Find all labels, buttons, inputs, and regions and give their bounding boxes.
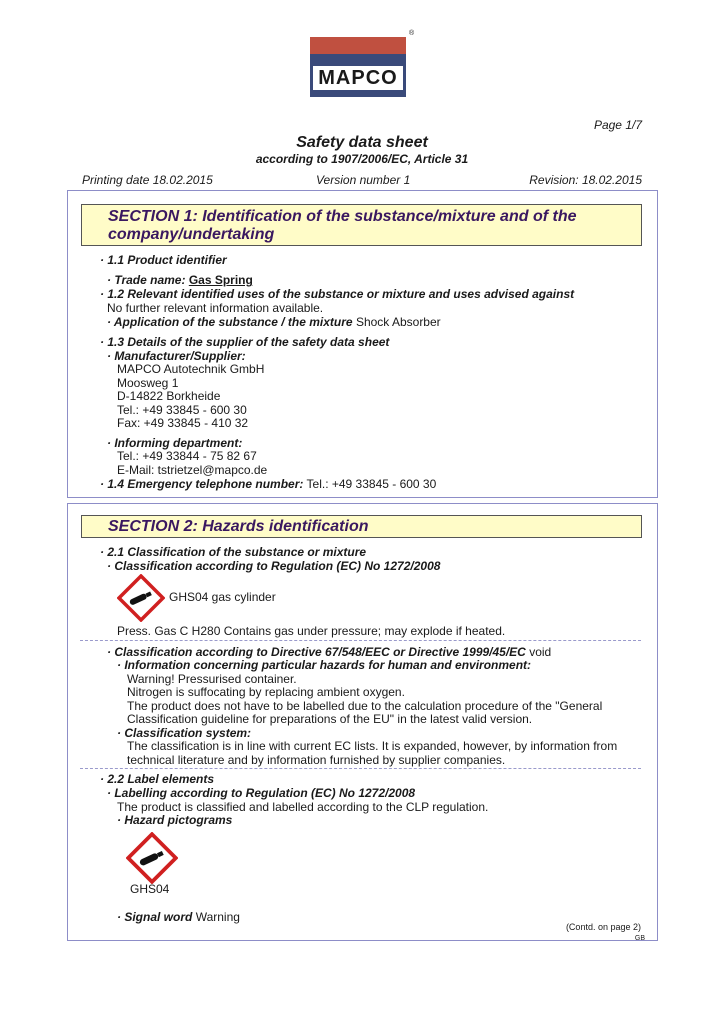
informing-email: E-Mail: tstrietzel@mapco.de xyxy=(117,463,268,477)
hazard-pictograms-label: · Hazard pictograms xyxy=(117,813,233,827)
logo-body xyxy=(310,54,406,97)
ghs04-code: GHS04 xyxy=(130,882,170,896)
address-street: Moosweg 1 xyxy=(117,376,179,390)
doc-subtitle: according to 1907/2006/EC, Article 31 xyxy=(255,152,469,166)
doc-title: Safety data sheet xyxy=(296,134,428,151)
version-number: Version number 1 xyxy=(316,173,411,187)
label-elements-heading: · 2.2 Label elements xyxy=(100,772,215,786)
informing-tel: Tel.: +49 33844 - 75 82 67 xyxy=(117,449,257,463)
ghs04-caption: GHS04 gas cylinder xyxy=(169,590,276,604)
registered-mark: ® xyxy=(409,30,415,37)
info-line-3: The product does not have to be labelled due to the calculation procedure of the "General xyxy=(127,699,603,713)
directive-value: void xyxy=(529,645,552,659)
info-line-4: Classification guideline for preparations of the EU" in the latest valid version. xyxy=(127,712,533,726)
trade-name-label: · Trade name: xyxy=(107,273,186,287)
gas-cylinder-icon xyxy=(117,574,165,622)
section-2-title: SECTION 2: Hazards identification xyxy=(108,518,369,535)
system-line-2: technical literature and by information furnished by supplier companies. xyxy=(127,753,506,767)
revision-date: Revision: 18.02.2015 xyxy=(529,173,642,187)
application-label: · Application of the substance / the mixture xyxy=(107,315,353,329)
trade-name-row xyxy=(107,273,253,287)
section-1-title-line2: company/undertaking xyxy=(108,226,275,243)
section-1-title-line1: SECTION 1: Identification of the substance/mixture and of the xyxy=(108,208,577,225)
continued-note: (Contd. on page 2) xyxy=(565,922,641,932)
trade-name-value: Gas Spring xyxy=(188,273,253,287)
signal-word-row xyxy=(117,910,240,924)
no-further-info: No further relevant information available. xyxy=(107,301,324,315)
clp-labelled-text: The product is classified and labelled according to the CLP regulation. xyxy=(117,800,489,814)
info-line-1: Warning! Pressurised container. xyxy=(127,672,297,686)
supplier-details-heading: · 1.3 Details of the supplier of the safety data sheet xyxy=(100,335,390,349)
logo-text: MAPCO xyxy=(313,66,403,90)
signal-word-value: Warning xyxy=(195,910,240,924)
printing-date: Printing date 18.02.2015 xyxy=(82,173,213,187)
signal-word-label: · Signal word xyxy=(117,910,193,924)
manufacturer-label: · Manufacturer/Supplier: xyxy=(107,349,246,363)
address-fax: Fax: +49 33845 - 410 32 xyxy=(117,416,249,430)
page-number: Page 1/7 xyxy=(593,118,642,132)
emergency-value: Tel.: +49 33845 - 600 30 xyxy=(306,477,437,491)
hazard-statement: Press. Gas C H280 Contains gas under pressure; may explode if heated. xyxy=(117,624,506,638)
informing-department-label: · Informing department: xyxy=(107,436,243,450)
address-city: D-14822 Borkheide xyxy=(117,389,221,403)
application-value: Shock Absorber xyxy=(355,315,441,329)
product-identifier-heading: · 1.1 Product identifier xyxy=(100,253,227,267)
divider-2 xyxy=(80,768,641,769)
identified-uses-heading: · 1.2 Relevant identified uses of the substance or mixture and uses advised against xyxy=(100,287,575,301)
clp-classification-label: · Classification according to Regulation (EC) No 1272/2008 xyxy=(107,559,441,573)
mapco-logo xyxy=(310,37,406,97)
address-tel: Tel.: +49 33845 - 600 30 xyxy=(117,403,247,417)
address-company: MAPCO Autotechnik GmbH xyxy=(117,362,265,376)
emergency-label: · 1.4 Emergency telephone number: xyxy=(100,477,304,491)
ghs04-pictogram-label xyxy=(126,832,178,884)
logo-red-band xyxy=(310,37,406,54)
system-line-1: The classification is in line with current EC lists. It is expanded, however, by information from xyxy=(127,739,618,753)
info-line-2: Nitrogen is suffocating by replacing ambient oxygen. xyxy=(127,685,405,699)
directive-row xyxy=(107,645,551,659)
emergency-row xyxy=(100,477,436,491)
classification-system-label: · Classification system: xyxy=(117,726,252,740)
labelling-regulation-label: · Labelling according to Regulation (EC) No 1272/2008 xyxy=(107,786,416,800)
section-1-header xyxy=(81,204,642,246)
section-2-header xyxy=(81,515,642,538)
divider-1 xyxy=(80,640,641,641)
application-row xyxy=(107,315,441,329)
particular-hazards-label: · Information concerning particular hazards for human and environment: xyxy=(117,658,532,672)
classification-heading: · 2.1 Classification of the substance or mixture xyxy=(100,545,367,559)
country-code: GB xyxy=(634,935,645,942)
directive-label: · Classification according to Directive 67/548/EEC or Directive 1999/45/EC xyxy=(107,645,526,659)
gas-cylinder-icon xyxy=(126,832,178,884)
ghs04-pictogram xyxy=(117,574,165,622)
